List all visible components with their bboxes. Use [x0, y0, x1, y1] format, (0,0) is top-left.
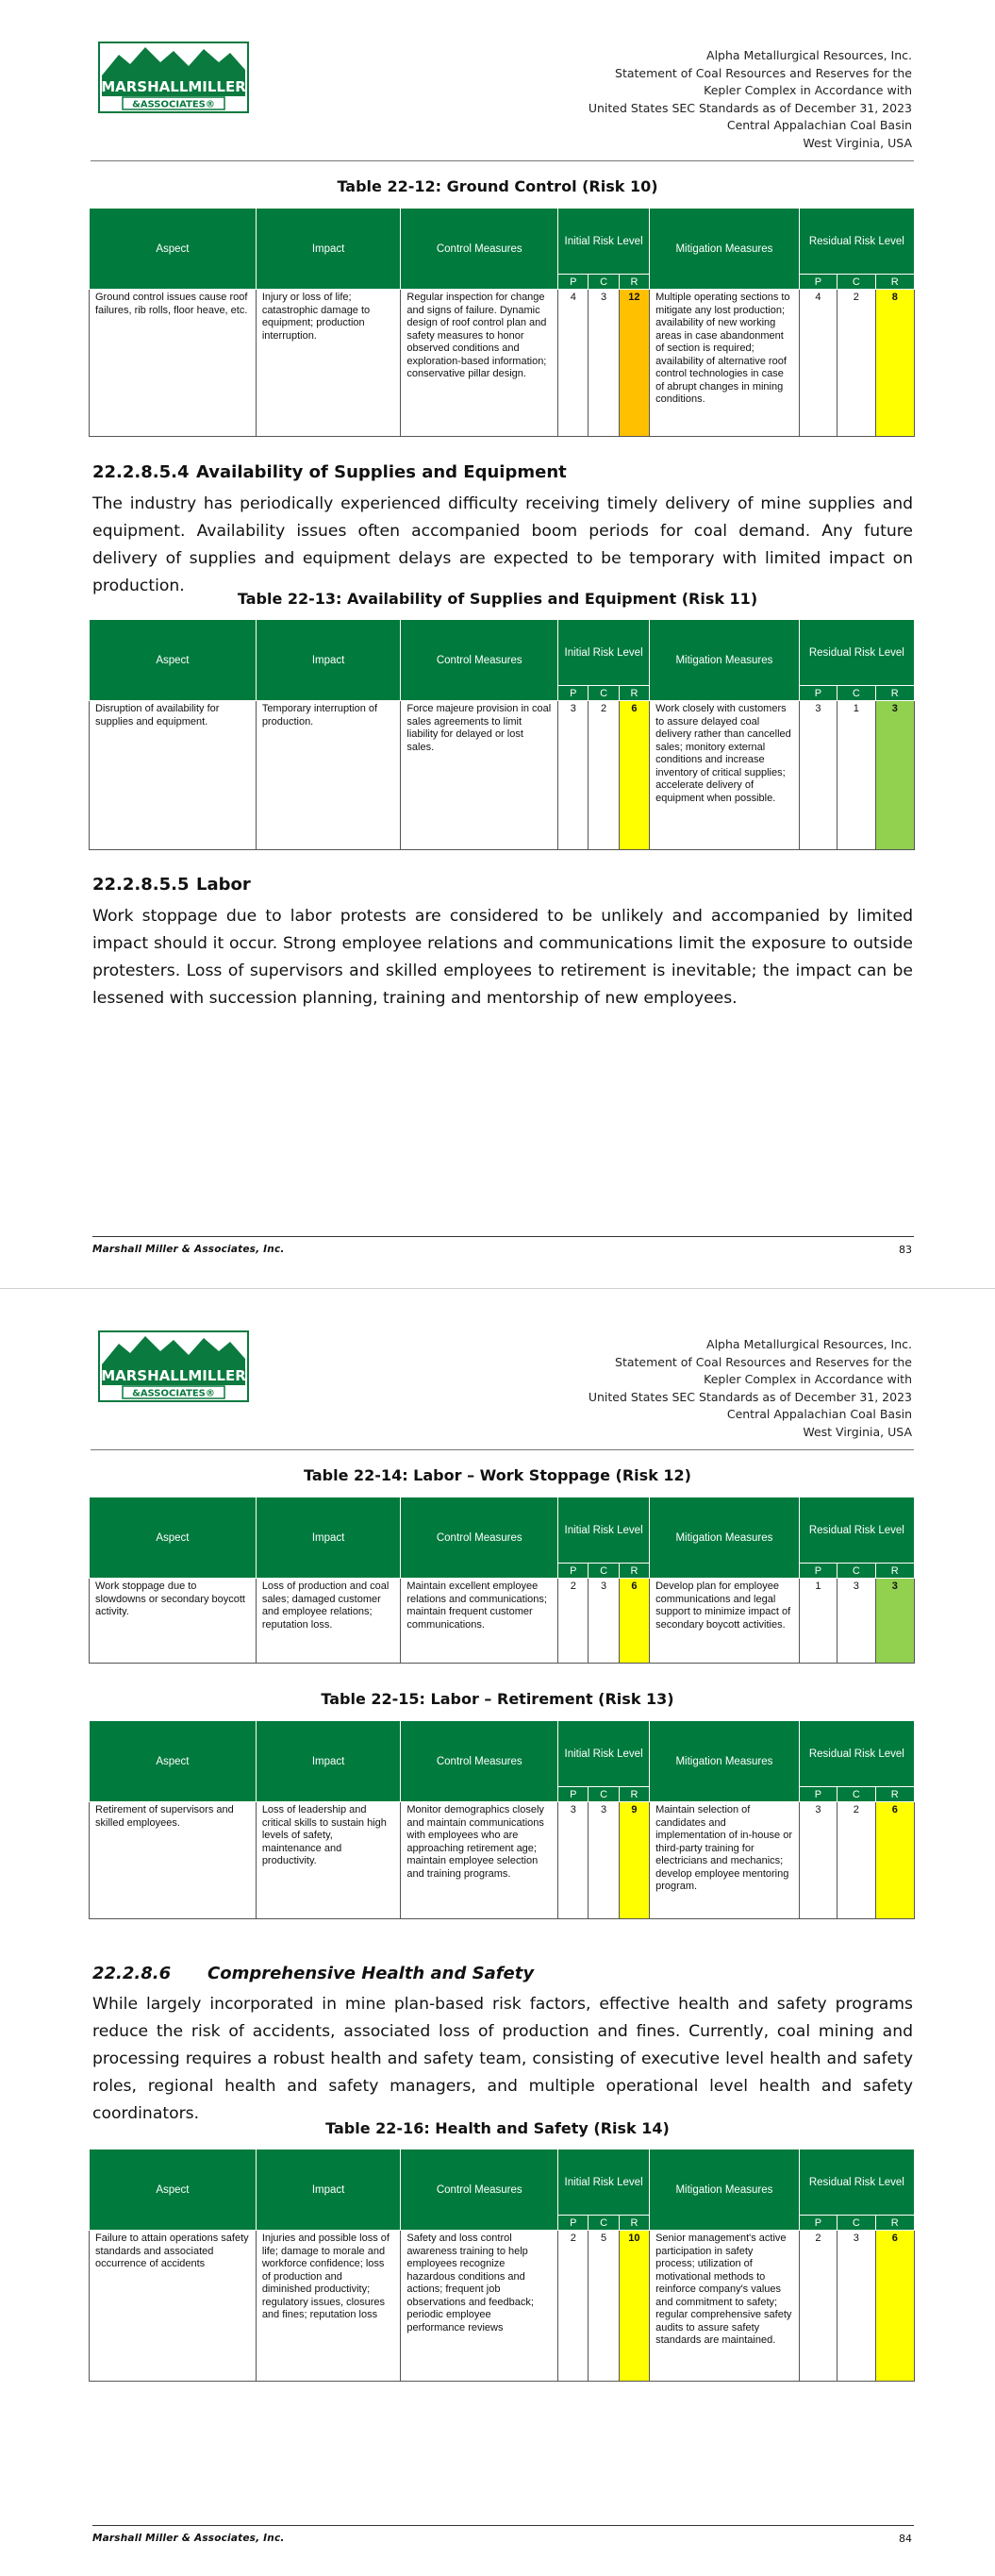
header-line: Alpha Metallurgical Resources, Inc. — [706, 1337, 912, 1351]
page-number: 84 — [899, 2533, 912, 2545]
col-mitigation: Mitigation Measures — [650, 2149, 800, 2231]
cell-residual-p: 4 — [799, 290, 837, 437]
cell-control: Monitor demographics closely and maintain communications with employees who are approaching retirement age; maintain employee selection and training programs. — [401, 1802, 558, 1919]
footer-rule — [92, 1236, 914, 1237]
cell-residual-c: 3 — [837, 2231, 875, 2382]
table-caption: Table 22-12: Ground Control (Risk 10) — [337, 177, 658, 195]
col-p: P — [799, 1787, 837, 1802]
col-r: R — [619, 686, 649, 701]
header-line: Kepler Complex in Accordance with — [704, 1372, 912, 1386]
header-line: West Virginia, USA — [803, 1424, 912, 1439]
col-impact: Impact — [256, 209, 401, 290]
svg-text:&ASSOCIATES®: &ASSOCIATES® — [132, 99, 215, 110]
col-residual-risk: Residual Risk Level — [799, 1721, 914, 1787]
section-number: 22.2.8.5.5 — [92, 875, 190, 895]
cell-control: Safety and loss control awareness training to help employees recognize hazardous conditions and actions; frequent job observations and feedback; periodic employee performance reviews — [401, 2231, 558, 2382]
cell-residual-c: 2 — [837, 1802, 875, 1919]
header-line: Statement of Coal Resources and Reserves for the — [615, 1354, 912, 1369]
cell-mitigation: Senior management's active participation in safety process; utilization of motivational methods to reinforce company's values and commitment to safety; regular comprehensive safety audits to assure safety standards are maintained. — [650, 2231, 800, 2382]
header-line: Alpha Metallurgical Resources, Inc. — [706, 48, 912, 62]
col-control: Control Measures — [401, 1497, 558, 1579]
cell-residual-p: 2 — [799, 2231, 837, 2382]
col-impact: Impact — [256, 1497, 401, 1579]
col-r: R — [875, 2216, 914, 2231]
document-header — [384, 47, 912, 152]
header-line: West Virginia, USA — [803, 135, 912, 150]
document-header — [384, 1336, 912, 1441]
col-residual-risk: Residual Risk Level — [799, 1497, 914, 1564]
cell-residual-p: 3 — [799, 1802, 837, 1919]
risk-table-supplies-equipment — [89, 619, 915, 850]
col-c: C — [589, 686, 619, 701]
risk-table-retirement — [89, 1720, 915, 1919]
col-c: C — [589, 275, 619, 290]
cell-initial-c: 2 — [589, 701, 619, 850]
col-r: R — [875, 686, 914, 701]
cell-residual-p: 3 — [799, 701, 837, 850]
col-residual-risk: Residual Risk Level — [799, 2149, 914, 2216]
cell-initial-c: 3 — [589, 1802, 619, 1919]
marshall-miller-logo — [98, 1330, 249, 1402]
col-aspect: Aspect — [90, 2149, 257, 2231]
section-heading — [92, 1964, 534, 1983]
cell-initial-p: 2 — [558, 1579, 589, 1664]
cell-impact: Injury or loss of life; catastrophic damage to equipment; production interruption. — [256, 290, 401, 437]
risk-table-health-safety — [89, 2149, 915, 2382]
col-r: R — [875, 1564, 914, 1579]
col-p: P — [558, 1787, 589, 1802]
section-number: 22.2.8.6 — [92, 1964, 172, 1983]
paragraph: While largely incorporated in mine plan-based risk factors, effective health and safety programs reduce the risk of accidents, associated loss of production and fines. Currently, coal mining and processing requires a robust health and safety team, consisting of executive level health and safety roles, regional health and safety managers, and multiple operational level health and safety coordinators. — [92, 1995, 913, 2123]
cell-residual-r: 6 — [875, 2231, 914, 2382]
table-caption: Table 22-15: Labor – Retirement (Risk 13) — [321, 1690, 674, 1708]
cell-initial-c: 3 — [589, 290, 619, 437]
col-p: P — [558, 2216, 589, 2231]
cell-aspect: Retirement of supervisors and skilled employees. — [90, 1802, 257, 1919]
col-impact: Impact — [256, 620, 401, 701]
marshall-miller-logo — [98, 42, 249, 113]
cell-aspect: Work stoppage due to slowdowns or secondary boycott activity. — [90, 1579, 257, 1664]
col-p: P — [558, 1564, 589, 1579]
cell-initial-c: 3 — [589, 1579, 619, 1664]
table-row — [90, 2231, 915, 2382]
col-aspect: Aspect — [90, 209, 257, 290]
risk-table-work-stoppage — [89, 1497, 915, 1664]
cell-residual-r: 3 — [875, 1579, 914, 1664]
header-rule — [91, 1449, 914, 1450]
section-number: 22.2.8.5.4 — [92, 462, 190, 482]
col-r: R — [619, 2216, 649, 2231]
col-p: P — [799, 275, 837, 290]
header-line: Statement of Coal Resources and Reserves for the — [615, 65, 912, 80]
cell-residual-r: 8 — [875, 290, 914, 437]
svg-text:&ASSOCIATES®: &ASSOCIATES® — [132, 1388, 215, 1399]
cell-initial-p: 2 — [558, 2231, 589, 2382]
cell-initial-r: 9 — [619, 1802, 649, 1919]
table-row — [90, 701, 915, 850]
col-initial-risk: Initial Risk Level — [558, 620, 650, 686]
header-line: Central Appalachian Coal Basin — [726, 118, 912, 132]
footer-company: Marshall Miller & Associates, Inc. — [92, 2533, 285, 2544]
col-c: C — [837, 1787, 875, 1802]
table-row — [90, 290, 915, 437]
col-initial-risk: Initial Risk Level — [558, 1497, 650, 1564]
cell-aspect: Failure to attain operations safety standards and associated occurrence of accidents — [90, 2231, 257, 2382]
cell-residual-r: 6 — [875, 1802, 914, 1919]
col-control: Control Measures — [401, 1721, 558, 1802]
col-aspect: Aspect — [90, 620, 257, 701]
section-title: Comprehensive Health and Safety — [207, 1964, 535, 1983]
header-line: United States SEC Standards as of December 31, 2023 — [588, 100, 912, 115]
cell-residual-c: 3 — [837, 1579, 875, 1664]
footer-rule — [92, 2525, 914, 2526]
col-c: C — [837, 686, 875, 701]
col-mitigation: Mitigation Measures — [650, 1721, 800, 1802]
cell-residual-c: 1 — [837, 701, 875, 850]
cell-initial-r: 10 — [619, 2231, 649, 2382]
cell-aspect: Disruption of availability for supplies and equipment. — [90, 701, 257, 850]
col-p: P — [799, 1564, 837, 1579]
svg-text:MARSHALLMILLER: MARSHALLMILLER — [101, 78, 246, 95]
cell-mitigation: Maintain selection of candidates and implementation of in-house or third-party training for electricians and mechanics; develop employee mentoring program. — [650, 1802, 800, 1919]
cell-mitigation: Multiple operating sections to mitigate any lost production; availability of new working areas in case abandonment of section is required; availability of alternative roof control technologies in case of abrupt changes in mining conditions. — [650, 290, 800, 437]
section-heading — [92, 462, 567, 482]
section-title: Labor — [196, 875, 251, 895]
page-84 — [0, 1288, 995, 2576]
cell-impact: Injuries and possible loss of life; damage to morale and workforce confidence; loss of production and diminished productivity; regulatory issues, closures and fines; reputation loss — [256, 2231, 401, 2382]
col-p: P — [799, 686, 837, 701]
col-impact: Impact — [256, 2149, 401, 2231]
cell-initial-r: 6 — [619, 701, 649, 850]
col-r: R — [875, 1787, 914, 1802]
cell-control: Maintain excellent employee relations and communications; maintain frequent customer communications. — [401, 1579, 558, 1664]
section-title: Availability of Supplies and Equipment — [196, 462, 567, 482]
cell-mitigation: Work closely with customers to assure delayed coal delivery rather than cancelled sales; monitory external conditions and increase inventory of critical supplies; accelerate delivery of equipment when possible. — [650, 701, 800, 850]
cell-mitigation: Develop plan for employee communications and legal support to minimize impact of secondary boycott activities. — [650, 1579, 800, 1664]
cell-aspect: Ground control issues cause roof failures, rib rolls, floor heave, etc. — [90, 290, 257, 437]
col-p: P — [799, 2216, 837, 2231]
col-p: P — [558, 686, 589, 701]
footer-company: Marshall Miller & Associates, Inc. — [92, 1244, 285, 1255]
cell-impact: Loss of production and coal sales; damaged customer and employee relations; reputation loss. — [256, 1579, 401, 1664]
col-r: R — [619, 1787, 649, 1802]
col-aspect: Aspect — [90, 1497, 257, 1579]
paragraph: Work stoppage due to labor protests are considered to be unlikely and accompanied by limited impact should it occur. Strong employee relations and communications limit the exposure to outside protesters. Loss of supervisors and skilled employees to retirement is inevitable; the impact can be lessened with succession planning, training and mentorship of new employees. — [92, 907, 913, 1008]
cell-control: Force majeure provision in coal sales agreements to limit liability for delayed or lost sales. — [401, 701, 558, 850]
col-r: R — [875, 275, 914, 290]
col-initial-risk: Initial Risk Level — [558, 209, 650, 275]
cell-control: Regular inspection for change and signs of failure. Dynamic design of roof control plan and safety measures to honor observed conditions and exploration-based information; conservative pillar design. — [401, 290, 558, 437]
col-control: Control Measures — [401, 620, 558, 701]
col-control: Control Measures — [401, 2149, 558, 2231]
cell-initial-p: 3 — [558, 1802, 589, 1919]
risk-table-ground-control — [89, 208, 915, 437]
col-residual-risk: Residual Risk Level — [799, 209, 914, 275]
col-residual-risk: Residual Risk Level — [799, 620, 914, 686]
col-control: Control Measures — [401, 209, 558, 290]
col-mitigation: Mitigation Measures — [650, 1497, 800, 1579]
col-initial-risk: Initial Risk Level — [558, 2149, 650, 2216]
col-impact: Impact — [256, 1721, 401, 1802]
header-line: Central Appalachian Coal Basin — [726, 1407, 912, 1421]
table-caption: Table 22-13: Availability of Supplies and Equipment (Risk 11) — [237, 590, 758, 608]
table-row — [90, 1579, 915, 1664]
col-r: R — [619, 275, 649, 290]
cell-initial-p: 3 — [558, 701, 589, 850]
header-rule — [91, 160, 914, 161]
col-c: C — [589, 2216, 619, 2231]
col-initial-risk: Initial Risk Level — [558, 1721, 650, 1787]
section-heading — [92, 875, 251, 895]
col-r: R — [619, 1564, 649, 1579]
page-number: 83 — [899, 1244, 912, 1256]
header-line: United States SEC Standards as of December 31, 2023 — [588, 1389, 912, 1404]
col-mitigation: Mitigation Measures — [650, 620, 800, 701]
header-line: Kepler Complex in Accordance with — [704, 83, 912, 97]
table-row — [90, 1802, 915, 1919]
svg-text:MARSHALLMILLER: MARSHALLMILLER — [101, 1367, 246, 1384]
cell-initial-p: 4 — [558, 290, 589, 437]
cell-residual-p: 1 — [799, 1579, 837, 1664]
col-c: C — [589, 1787, 619, 1802]
cell-residual-c: 2 — [837, 290, 875, 437]
col-mitigation: Mitigation Measures — [650, 209, 800, 290]
table-caption: Table 22-14: Labor – Work Stoppage (Risk 12) — [304, 1466, 691, 1484]
cell-residual-r: 3 — [875, 701, 914, 850]
col-c: C — [589, 1564, 619, 1579]
col-c: C — [837, 1564, 875, 1579]
col-aspect: Aspect — [90, 1721, 257, 1802]
paragraph: The industry has periodically experienced difficulty receiving timely delivery of mine supplies and equipment. Availability issues often accompanied boom periods for coal demand. Any future delivery of supplies and equipment delays are expected to be temporary with limited impact on production. — [92, 494, 913, 595]
cell-initial-r: 12 — [619, 290, 649, 437]
cell-initial-c: 5 — [589, 2231, 619, 2382]
col-c: C — [837, 2216, 875, 2231]
col-p: P — [558, 275, 589, 290]
cell-impact: Loss of leadership and critical skills to sustain high levels of safety, maintenance and productivity. — [256, 1802, 401, 1919]
col-c: C — [837, 275, 875, 290]
cell-initial-r: 6 — [619, 1579, 649, 1664]
table-caption: Table 22-16: Health and Safety (Risk 14) — [325, 2119, 670, 2137]
cell-impact: Temporary interruption of production. — [256, 701, 401, 850]
